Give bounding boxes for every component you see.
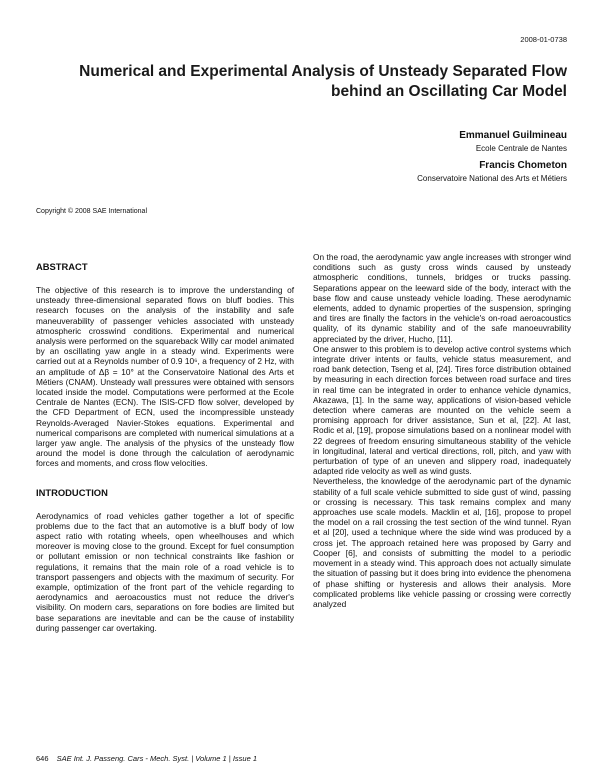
journal-name: SAE Int. J. Passeng. Cars - Mech. Syst. — [56, 754, 190, 763]
introduction-text: Aerodynamics of road vehicles gather together a lot of specific problems due to the fact that an automotive is a bluff body of low aspect ratio with rotating wheels, open wheelhouses and which moreover is moving close to the ground. Except for fuel consumption or pollutant emission or non technical constraints like fashion or regulations, it remains that the main role of a road vehicle is to transport passengers and objects with the maximum of security. For example, optimization of the front part of the vehicle regarding to aerodynamics and aeroacoustics must not reduce the driver's visibility. On modern cars, separations on fore bodies are limited but base separations are inevitable and can be the cause of instability during passenger car overtaking. — [36, 510, 294, 633]
page-footer — [36, 754, 257, 763]
author-block — [417, 160, 567, 183]
body-paragraph: Nevertheless, the knowledge of the aerodynamic part of the dynamic stability of a full scale vehicle submitted to side gust of wind, passing or crossing is necessary. This task remains complex and many approaches use scale models. Macklin et al, [16], propose to propel the model on a rail crossing the test section of the wind tunnel. Ryan et al [20], used a technique where the side wind was produced by a cross jet. The approach retained here was proposed by Garry and Cooper [6], and consists of submitting the model to a periodic movement in a steady wind. This approach does not actually simulate the situation of passing but it does bring into evidence the phenomena of phase shifting or hysteresis and allows their analysis. More complicated problems like vehicle passing or crossing were correctly analyzed — [313, 476, 571, 609]
introduction-heading: INTRODUCTION — [36, 486, 108, 498]
paper-id: 2008-01-0738 — [520, 35, 567, 44]
author-name: Emmanuel Guilmineau — [459, 130, 567, 141]
footer-separator: | — [228, 754, 231, 763]
right-column — [313, 252, 571, 609]
left-column — [36, 261, 294, 633]
copyright-notice: Copyright © 2008 SAE International — [36, 208, 148, 215]
volume-label: Volume 1 — [195, 754, 227, 763]
abstract-text: The objective of this research is to improve the understanding of unsteady three-dimensional separated flows on bluff bodies. This research focuses on the analysis of the instability and safe maneuverability of passenger vehicles associated with unsteady atmospheric crosswind conditions. Experimental and numerical analysis were performed on the squareback Willy car model animated by an oscillating yaw angle in a steady wind. Experiments were carried out at a Reynolds number of 0.9 10⁶, a frequency of 2 Hz, with an amplitude of Δβ = 10° at the Conservatoire National des Arts et Métiers (CNAM). Unsteady wall pressures were obtained with sensors located inside the model. Computations were performed at the Ecole Centrale de Nantes (ECN). The ISIS-CFD flow solver, developed by the CFD Department of ECN, used the incompressible unsteady Reynolds-Averaged Navier-Stokes equations. Experimental and numerical comparisons are completed with numerical simulations at a larger yaw angle. The analysis of the physics of the unsteady flow around the model is done through the calculation of aerodynamic forces and moments, and cross flow velocities. — [36, 285, 294, 469]
author-affiliation: Conservatoire National des Arts et Métiers — [417, 174, 567, 183]
body-paragraph: One answer to this problem is to develop active control systems which integrate driver intents or faults, vehicle status measurement, and road bank detection, Tseng et al, [24]. Tires force distribution obtained by measuring in each direction forces between road surface and tires in real time can be integrated in order to enhance vehicle dynamics, Akazawa, [1]. In the same way, applications of vision-based vehicle detection where cameras are mounted on the vehicle seem a promising approach for driver assistance, Sun et al, [22]. At last, Rodic et al, [19], propose simulations based on a nonlinear model with 22 degrees of freedom ensuring simultaneous stability of the vehicle in longitudinal, lateral and vertical directions, roll, pitch, and yaw with perturbation of type of an uneven and slippery road, inadequately adapted ride velocity as well as wind gusts. — [313, 343, 571, 477]
paper-title: Numerical and Experimental Analysis of Unsteady Separated Flow behind an Oscillating Car Model — [79, 63, 567, 100]
author-name: Francis Chometon — [479, 160, 567, 171]
issue-label: Issue 1 — [232, 754, 258, 763]
author-block — [459, 130, 567, 153]
author-affiliation: Ecole Centrale de Nantes — [475, 144, 567, 153]
page-number: 646 — [36, 754, 49, 763]
footer-separator: | — [191, 754, 194, 763]
abstract-heading: ABSTRACT — [36, 261, 88, 272]
body-paragraph: On the road, the aerodynamic yaw angle increases with stronger wind conditions such as gusty cross winds caused by unsteady atmospheric conditions, tunnels, bridges or trucks passing. Separations appear on the leeward side of the body, interact with the base flow and cause unsteady vehicle loading. These aerodynamic elements, added to dynamic properties of the suspension, springing and tires are finally the factors in the vehicle's on-road aeroacoustics quality, of its dynamic stability and of the safe manoeuvrability appreciated by the driver, Hucho, [11]. — [313, 252, 571, 344]
